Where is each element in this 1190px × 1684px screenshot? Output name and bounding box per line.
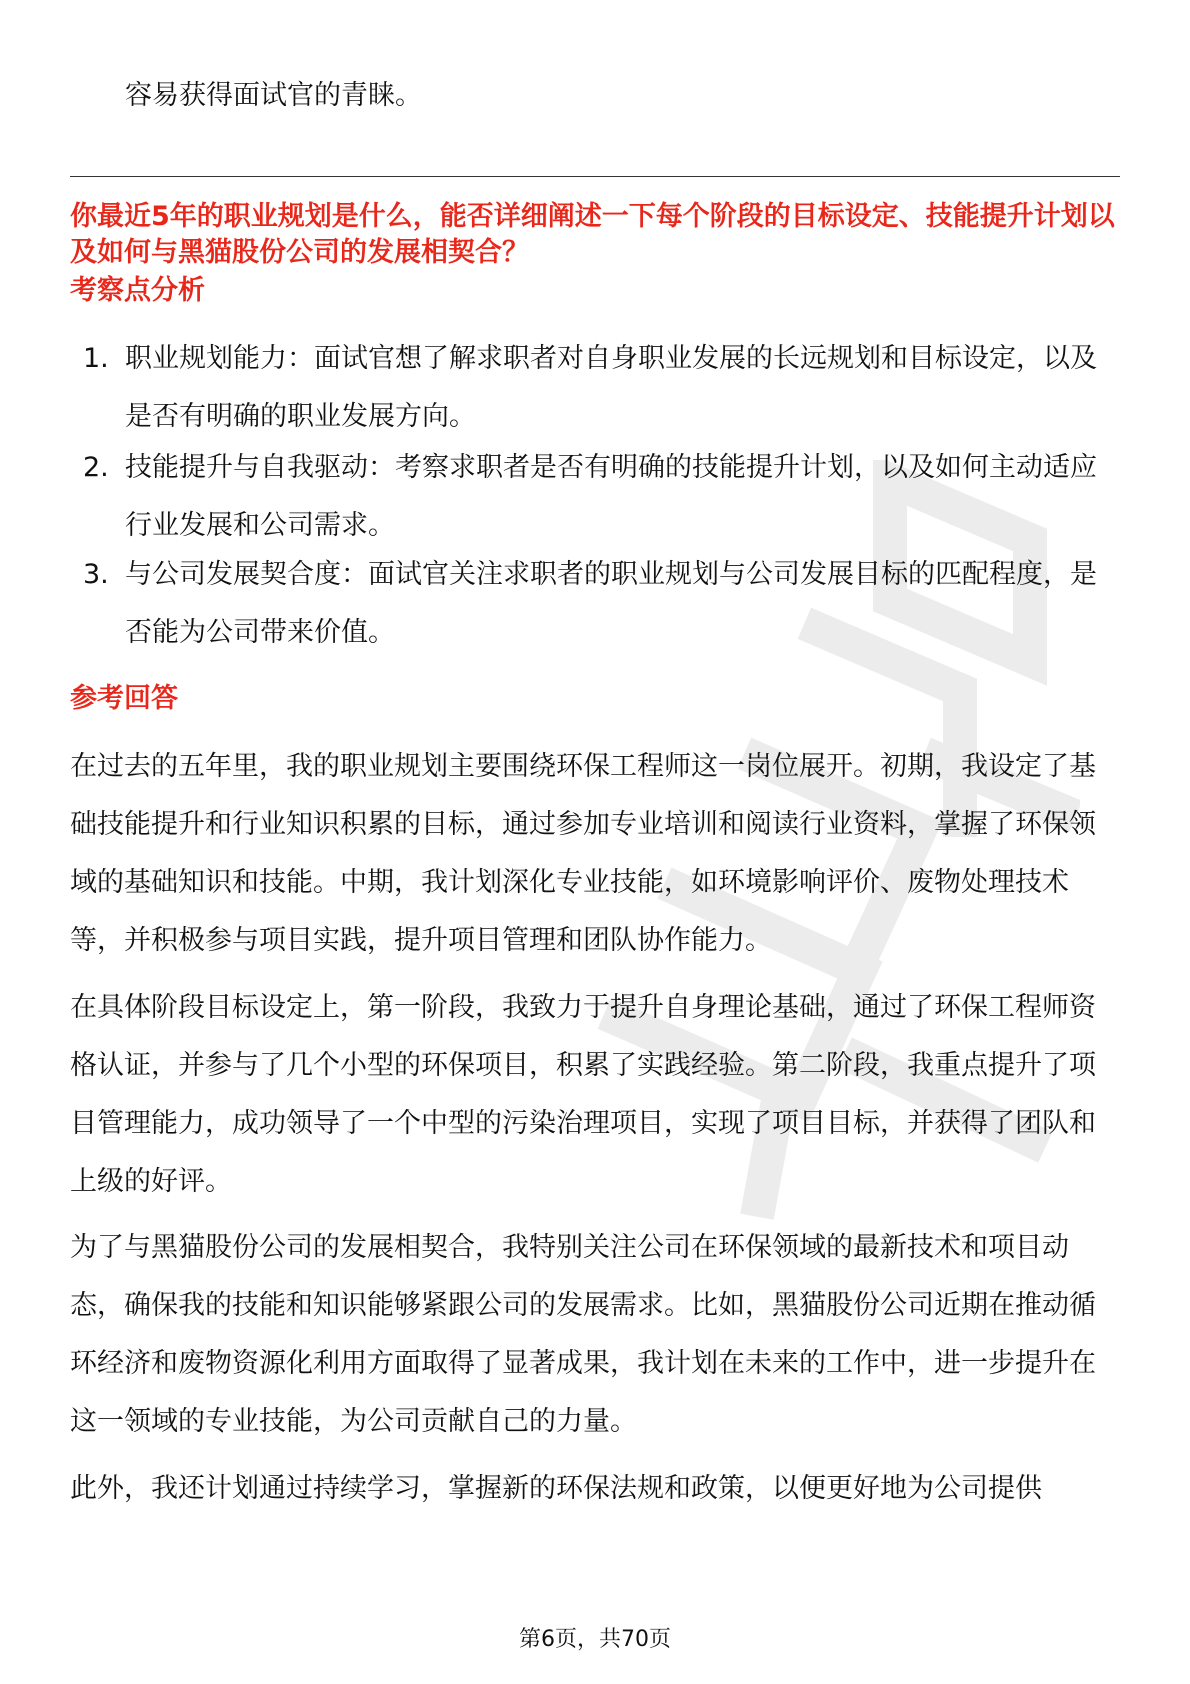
analysis-item bbox=[83, 330, 1113, 446]
answer-heading: 参考回答 bbox=[70, 683, 178, 714]
analysis-item-text: 技能提升与自我驱动：考察求职者是否有明确的技能提升计划，以及如何主动适应行业发展和公司需求。 bbox=[125, 452, 1097, 541]
section-divider bbox=[70, 176, 1120, 177]
page-number-footer: 第6页，共70页 bbox=[519, 1627, 671, 1652]
analysis-item-text: 职业规划能力：面试官想了解求职者对自身职业发展的长远规划和目标设定，以及是否有明确的职业发展方向。 bbox=[125, 343, 1097, 432]
answer-paragraph: 此外，我还计划通过持续学习，掌握新的环保法规和政策，以便更好地为公司提供 bbox=[70, 1473, 1042, 1504]
interview-question: 你最近5年的职业规划是什么，能否详细阐述一下每个阶段的目标设定、技能提升计划以及如何与黑猫股份公司的发展相契合？ bbox=[70, 201, 1115, 268]
analysis-item-number: 2. bbox=[83, 452, 109, 483]
analysis-item-text: 与公司发展契合度：面试官关注求职者的职业规划与公司发展目标的匹配程度，是否能为公司带来价值。 bbox=[125, 559, 1097, 648]
analysis-item-number: 1. bbox=[83, 343, 109, 374]
analysis-heading: 考察点分析 bbox=[70, 275, 205, 306]
answer-paragraph: 在过去的五年里，我的职业规划主要围绕环保工程师这一岗位展开。初期，我设定了基础技能提升和行业知识积累的目标，通过参加专业培训和阅读行业资料，掌握了环保领域的基础知识和技能。中期，我计划深化专业技能，如环境影响评价、废物处理技术等，并积极参与项目实践，提升项目管理和团队协作能力。 bbox=[70, 751, 1096, 956]
answer-paragraph: 在具体阶段目标设定上，第一阶段，我致力于提升自身理论基础，通过了环保工程师资格认证，并参与了几个小型的环保项目，积累了实践经验。第二阶段，我重点提升了项目管理能力，成功领导了一个中型的污染治理项目，实现了项目目标，并获得了团队和上级的好评。 bbox=[70, 992, 1096, 1197]
analysis-item-number: 3. bbox=[83, 559, 109, 590]
analysis-item bbox=[83, 546, 1113, 662]
answer-paragraph: 为了与黑猫股份公司的发展相契合，我特别关注公司在环保领域的最新技术和项目动态，确保我的技能和知识能够紧跟公司的发展需求。比如，黑猫股份公司近期在推动循环经济和废物资源化利用方面取得了显著成果，我计划在未来的工作中，进一步提升在这一领域的专业技能，为公司贡献自己的力量。 bbox=[70, 1232, 1096, 1437]
continuation-text: 容易获得面试官的青睐。 bbox=[125, 80, 422, 111]
analysis-item bbox=[83, 439, 1113, 555]
